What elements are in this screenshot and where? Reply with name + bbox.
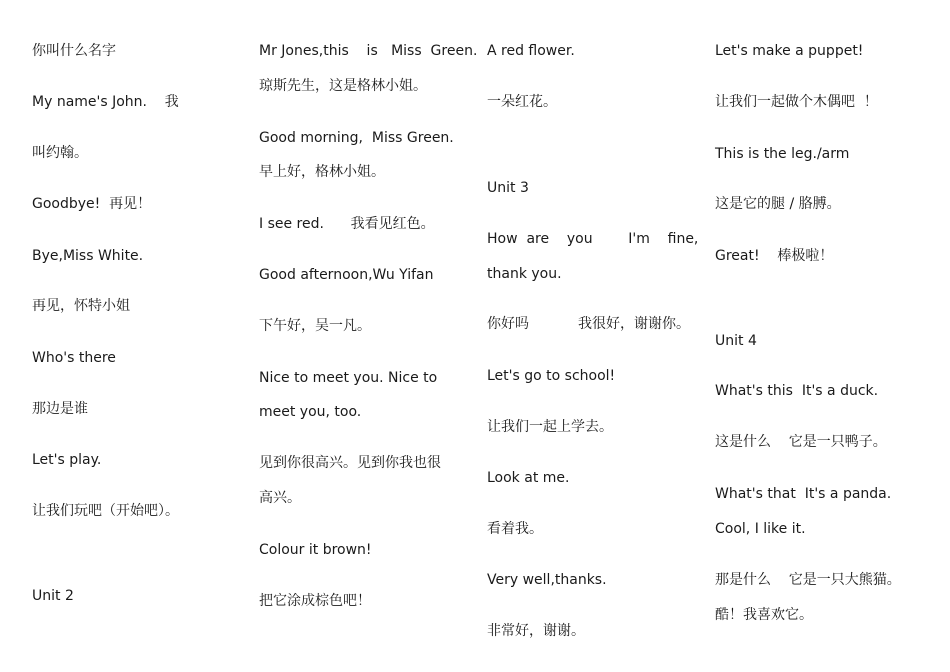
text-line: 早上好，格林小姐。 (259, 164, 385, 180)
text-line: Good afternoon,Wu Yifan (259, 267, 434, 283)
text-line: Colour it brown! (259, 542, 372, 558)
unit-heading: Unit 2 (32, 588, 74, 604)
text-line: 非常好，谢谢。 (487, 623, 585, 639)
text-line: 叫约翰。 (32, 145, 88, 161)
text-line: thank you. (487, 266, 562, 282)
text-line: Good morning, Miss Green. (259, 130, 454, 146)
text-line: What's this It's a duck. (715, 383, 879, 399)
text-line: 看着我。 (487, 521, 543, 537)
text-line: 这是它的腿 / 胳膊。 (715, 196, 841, 212)
text-line: How are you I'm fine, (487, 231, 699, 247)
text-line: 琼斯先生，这是格林小姐。 (259, 78, 427, 94)
text-line: 下午好，吴一凡。 (259, 318, 371, 334)
text-line: Bye,Miss White. (32, 248, 144, 264)
text-line: I see red. 我看见红色。 (259, 216, 435, 232)
text-line: Let's play. (32, 452, 102, 468)
text-line: This is the leg./arm (715, 146, 850, 162)
text-line: 再见，怀特小姐 (32, 298, 130, 314)
text-line: Goodbye! 再见！ (32, 196, 152, 212)
text-line: Let's make a puppet! (715, 43, 864, 59)
unit-heading: Unit 3 (487, 180, 529, 196)
text-line: 你好吗 我很好，谢谢你。 (487, 316, 690, 332)
text-line: 那是什么 它是一只大熊猫。 (715, 572, 901, 588)
text-line: Who's there (32, 350, 116, 366)
text-line: Look at me. (487, 470, 570, 486)
text-line: 那边是谁 (32, 401, 88, 417)
text-line: 你叫什么名字 (32, 43, 116, 59)
text-line: Great! 棒极啦！ (715, 248, 834, 264)
unit-heading: Unit 4 (715, 333, 757, 349)
text-line: 见到你很高兴。见到你我也很 (259, 455, 441, 471)
text-line: Let's go to school! (487, 368, 616, 384)
column-4 (715, 0, 940, 672)
text-line: Very well,thanks. (487, 572, 607, 588)
text-line: 让我们玩吧（开始吧）。 (32, 503, 179, 519)
text-line: My name's John. 我 (32, 94, 179, 110)
text-line: A red flower. (487, 43, 575, 59)
text-line: What's that It's a panda. (715, 486, 892, 502)
text-line: 让我们一起做个木偶吧 ！ (715, 94, 878, 110)
column-2 (259, 0, 484, 672)
text-line: 高兴。 (259, 490, 301, 506)
text-line: Mr Jones,this is Miss Green. (259, 43, 478, 59)
text-line: 酷！我喜欢它。 (715, 607, 813, 623)
text-line: Cool, I like it. (715, 521, 806, 537)
text-line: 把它涂成棕色吧！ (259, 593, 371, 609)
text-line: meet you, too. (259, 404, 362, 420)
text-line: 让我们一起上学去。 (487, 419, 613, 435)
text-line: 一朵红花。 (487, 94, 557, 110)
text-line: Nice to meet you. Nice to (259, 370, 438, 386)
column-1 (32, 0, 257, 672)
text-line: 这是什么 它是一只鸭子。 (715, 434, 887, 450)
column-3 (487, 0, 712, 672)
